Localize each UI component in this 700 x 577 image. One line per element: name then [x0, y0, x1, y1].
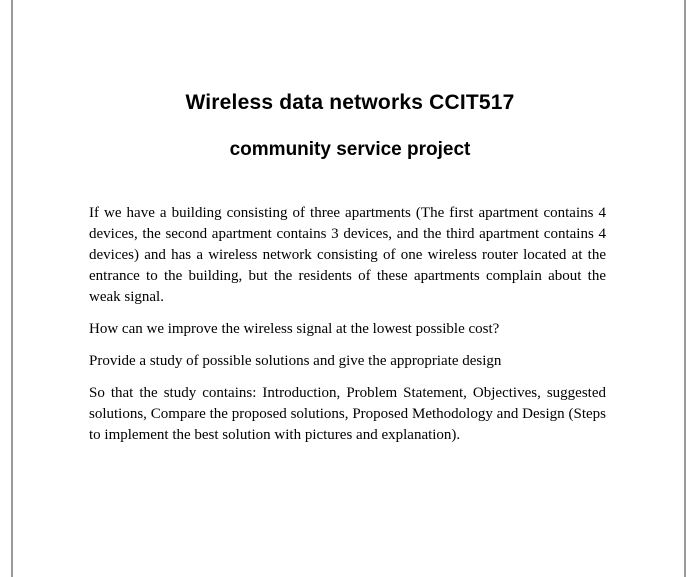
- page-border-right: [684, 0, 686, 577]
- document-body: [89, 203, 606, 457]
- paragraph-requirements: So that the study contains: Introduction, Problem Statement, Objectives, suggested solutions, Compare the proposed solutions, Proposed Methodology and Design (Steps to implement the best solution with pictures and explanation).: [89, 385, 606, 443]
- document-subtitle: community service project: [229, 139, 471, 160]
- paragraph-task: Provide a study of possible solutions and give the appropriate design: [89, 353, 502, 369]
- page-border-left: [11, 0, 13, 577]
- document-title: Wireless data networks CCIT517: [185, 91, 515, 114]
- paragraph-problem: If we have a building consisting of three apartments (The first apartment contains 4 devices, the second apartment contains 3 devices, and the third apartment contains 4 devices) and has a wireless network consisting of one wireless router located at the entrance to the building, but the residents of these apartments complain about the weak signal.: [89, 205, 606, 305]
- paragraph-question: How can we improve the wireless signal at the lowest possible cost?: [89, 321, 500, 337]
